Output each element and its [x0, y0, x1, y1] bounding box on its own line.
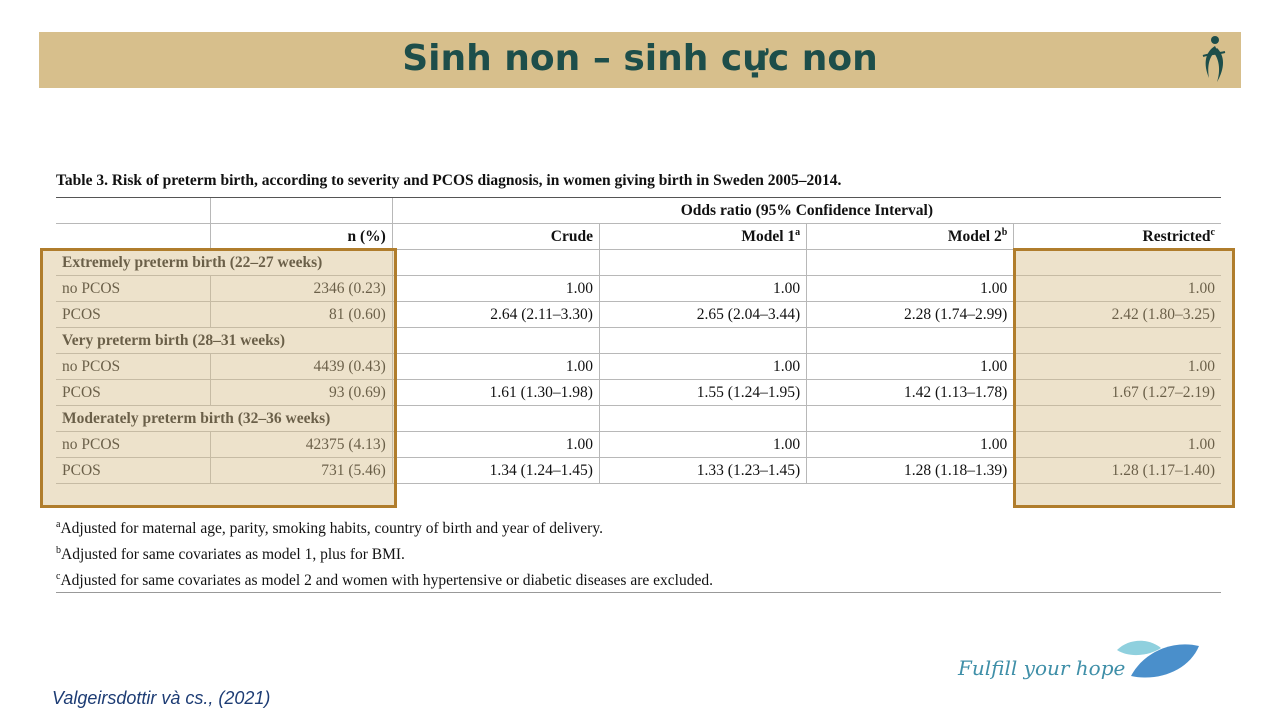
- cell-n: 81 (0.60): [210, 302, 392, 328]
- cell-n: 731 (5.46): [210, 458, 392, 484]
- table-row: [56, 302, 1221, 328]
- cell-model1: 1.00: [599, 432, 806, 458]
- row-label: no PCOS: [56, 276, 210, 302]
- section-row: [56, 250, 1221, 276]
- table-row: [56, 380, 1221, 406]
- table-caption: Table 3. Risk of preterm birth, according to severity and PCOS diagnosis, in women giving birth in Sweden 2005–2014.: [56, 172, 842, 189]
- cell-n: 42375 (4.13): [210, 432, 392, 458]
- row-label: no PCOS: [56, 354, 210, 380]
- cell-restricted: 1.67 (1.27–2.19): [1014, 380, 1221, 406]
- cell-model2: 1.00: [807, 276, 1014, 302]
- col-crude: Crude: [392, 224, 599, 250]
- cell-model2: 2.28 (1.74–2.99): [807, 302, 1014, 328]
- cell-restricted: 1.00: [1014, 354, 1221, 380]
- cell-crude: 1.61 (1.30–1.98): [392, 380, 599, 406]
- cell-model1: 2.65 (2.04–3.44): [599, 302, 806, 328]
- col-model1: Model 1$^a$: [599, 224, 806, 250]
- cell-model1: 1.33 (1.23–1.45): [599, 458, 806, 484]
- col-n: n (%): [210, 224, 392, 250]
- cell-restricted: 2.42 (1.80–3.25): [1014, 302, 1221, 328]
- section-title: Very preterm birth (28–31 weeks): [56, 328, 392, 354]
- section-title: Extremely preterm birth (22–27 weeks): [56, 250, 392, 276]
- odds-ratio-header: Odds ratio (95% Confidence Interval): [392, 198, 1221, 224]
- row-label: PCOS: [56, 458, 210, 484]
- table-row: [56, 458, 1221, 484]
- column-header-row: [56, 224, 1221, 250]
- table-row: [56, 432, 1221, 458]
- section-row: [56, 328, 1221, 354]
- section-title: Moderately preterm birth (32–36 weeks): [56, 406, 392, 432]
- clinic-logo-icon: [1195, 34, 1231, 86]
- cell-n: 4439 (0.43): [210, 354, 392, 380]
- brand-slogan: Fulfill your hope: [958, 656, 1126, 680]
- results-table: [56, 197, 1221, 484]
- table-footnotes: [56, 512, 1221, 590]
- cell-crude: 1.00: [392, 432, 599, 458]
- cell-crude: 2.64 (2.11–3.30): [392, 302, 599, 328]
- table-row: [56, 276, 1221, 302]
- cell-model1: 1.00: [599, 276, 806, 302]
- section-row: [56, 406, 1221, 432]
- leaf-logo-icon: [1115, 636, 1201, 682]
- cell-n: 2346 (0.23): [210, 276, 392, 302]
- footnote-divider: [56, 592, 1221, 593]
- slide-title: Sinh non – sinh cực non: [402, 38, 878, 79]
- footnote-a: $^a$Adjusted for maternal age, parity, smoking habits, country of birth and year of delivery.: [56, 519, 603, 538]
- cell-model2: 1.28 (1.18–1.39): [807, 458, 1014, 484]
- row-label: PCOS: [56, 302, 210, 328]
- cell-crude: 1.34 (1.24–1.45): [392, 458, 599, 484]
- cell-model1: 1.00: [599, 354, 806, 380]
- footnote-b: $^b$Adjusted for same covariates as model 1, plus for BMI.: [56, 545, 405, 564]
- cell-restricted: 1.00: [1014, 276, 1221, 302]
- row-label: PCOS: [56, 380, 210, 406]
- cell-n: 93 (0.69): [210, 380, 392, 406]
- row-label: no PCOS: [56, 432, 210, 458]
- cell-restricted: 1.00: [1014, 432, 1221, 458]
- cell-model2: 1.00: [807, 432, 1014, 458]
- col-restricted: Restricted$^c$: [1014, 224, 1221, 250]
- cell-model2: 1.42 (1.13–1.78): [807, 380, 1014, 406]
- cell-crude: 1.00: [392, 354, 599, 380]
- table-header-row: [56, 198, 1221, 224]
- citation: Valgeirsdottir và cs., (2021): [52, 688, 271, 708]
- cell-model2: 1.00: [807, 354, 1014, 380]
- footnote-c: $^c$Adjusted for same covariates as model 2 and women with hypertensive or diabetic diseases are excluded.: [56, 571, 713, 590]
- cell-model1: 1.55 (1.24–1.95): [599, 380, 806, 406]
- title-bar: [39, 32, 1241, 88]
- table-row: [56, 354, 1221, 380]
- cell-restricted: 1.28 (1.17–1.40): [1014, 458, 1221, 484]
- col-model2: Model 2$^b$: [807, 224, 1014, 250]
- cell-crude: 1.00: [392, 276, 599, 302]
